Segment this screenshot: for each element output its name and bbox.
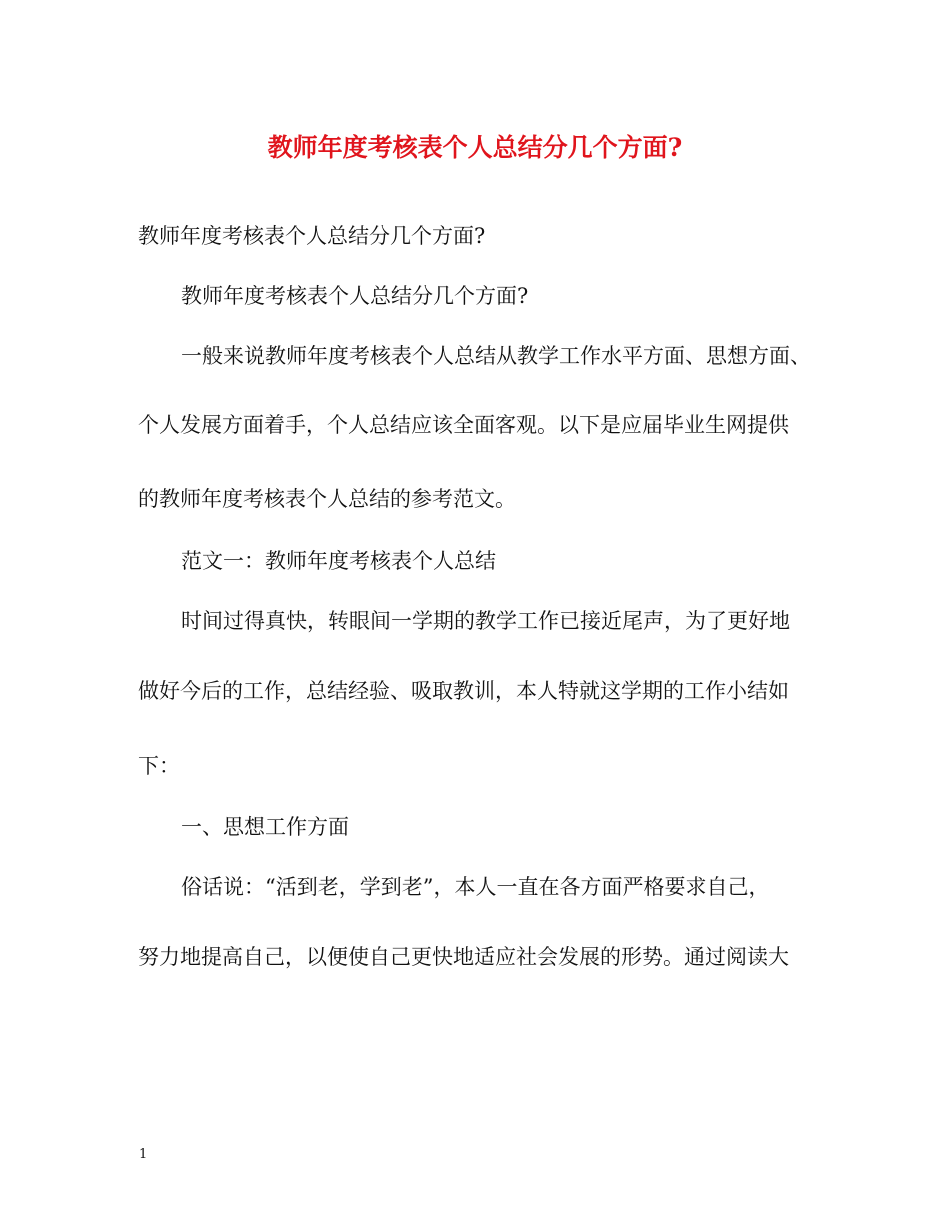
section-heading: 范文一：教师年度考核表个人总结 xyxy=(181,549,496,573)
document-title: 教师年度考核表个人总结分几个方面? xyxy=(267,133,683,162)
paragraph-line: 个人发展方面着手，个人总结应该全面客观。以下是应届毕业生网提供 xyxy=(138,413,789,437)
paragraph-line: 做好今后的工作，总结经验、吸取教训，本人特就这学期的工作小结如 xyxy=(138,679,789,703)
paragraph-line: 教师年度考核表个人总结分几个方面? xyxy=(181,284,529,308)
section-heading: 一、思想工作方面 xyxy=(181,815,349,839)
paragraph-line: 时间过得真快，转眼间一学期的教学工作已接近尾声，为了更好地 xyxy=(181,609,790,633)
paragraph-line: 的教师年度考核表个人总结的参考范文。 xyxy=(138,487,516,511)
paragraph-line: 教师年度考核表个人总结分几个方面? xyxy=(138,224,486,248)
paragraph-line: 下： xyxy=(138,754,180,778)
page-number: 1 xyxy=(139,1147,148,1162)
paragraph-line: 俗话说：“活到老，学到老”，本人一直在各方面严格要求自己， xyxy=(181,875,770,899)
paragraph-line: 一般来说教师年度考核表个人总结从教学工作水平方面、思想方面、 xyxy=(181,344,811,368)
paragraph-line: 努力地提高自己，以便使自己更快地适应社会发展的形势。通过阅读大 xyxy=(138,945,789,969)
